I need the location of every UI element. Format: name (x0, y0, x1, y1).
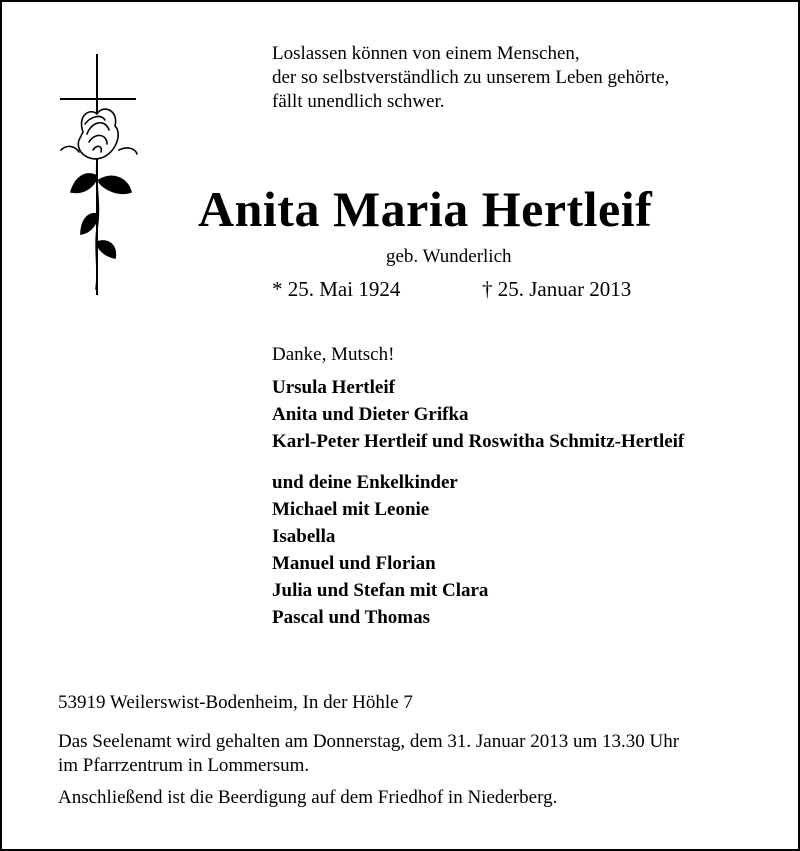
grandchildren-list (272, 469, 488, 631)
grandchildren-heading: und deine Enkelkinder (272, 472, 458, 493)
grandchild: Manuel und Florian (272, 553, 436, 574)
family-list (272, 374, 684, 455)
cross-with-rose-icon (57, 54, 142, 299)
quote-line: Loslassen können von einem Menschen, (272, 43, 580, 64)
family-member: Karl-Peter Hertleif und Roswitha Schmitz-Hertleif (272, 431, 685, 452)
grandchild: Julia und Stefan mit Clara (272, 580, 489, 601)
grandchild: Michael mit Leonie (272, 499, 430, 520)
grandchild: Isabella (272, 526, 336, 547)
birth-date: * 25. Mai 1924 (272, 277, 401, 301)
family-address: 53919 Weilerswist-Bodenheim, In der Höhle 7 (58, 692, 413, 713)
service-line: im Pfarrzentrum in Lommersum. (58, 755, 310, 776)
opening-quote (272, 42, 742, 114)
quote-line: fällt unendlich schwer. (272, 91, 445, 112)
thanks-line: Danke, Mutsch! (272, 344, 395, 365)
death-date: † 25. Januar 2013 (482, 277, 632, 301)
service-notice (58, 730, 679, 778)
maiden-name: geb. Wunderlich (386, 246, 512, 267)
grandchild: Pascal und Thomas (272, 607, 431, 628)
family-member: Ursula Hertleif (272, 377, 395, 398)
service-line: Das Seelenamt wird gehalten am Donnerstag, dem 31. Januar 2013 um 13.30 Uhr (58, 731, 680, 752)
deceased-name: Anita Maria Hertleif (198, 181, 653, 237)
burial-notice: Anschließend ist die Beerdigung auf dem Friedhof in Niederberg. (58, 787, 558, 808)
quote-line: der so selbstverständlich zu unserem Leben gehörte, (272, 67, 670, 88)
family-member: Anita und Dieter Grifka (272, 404, 469, 425)
